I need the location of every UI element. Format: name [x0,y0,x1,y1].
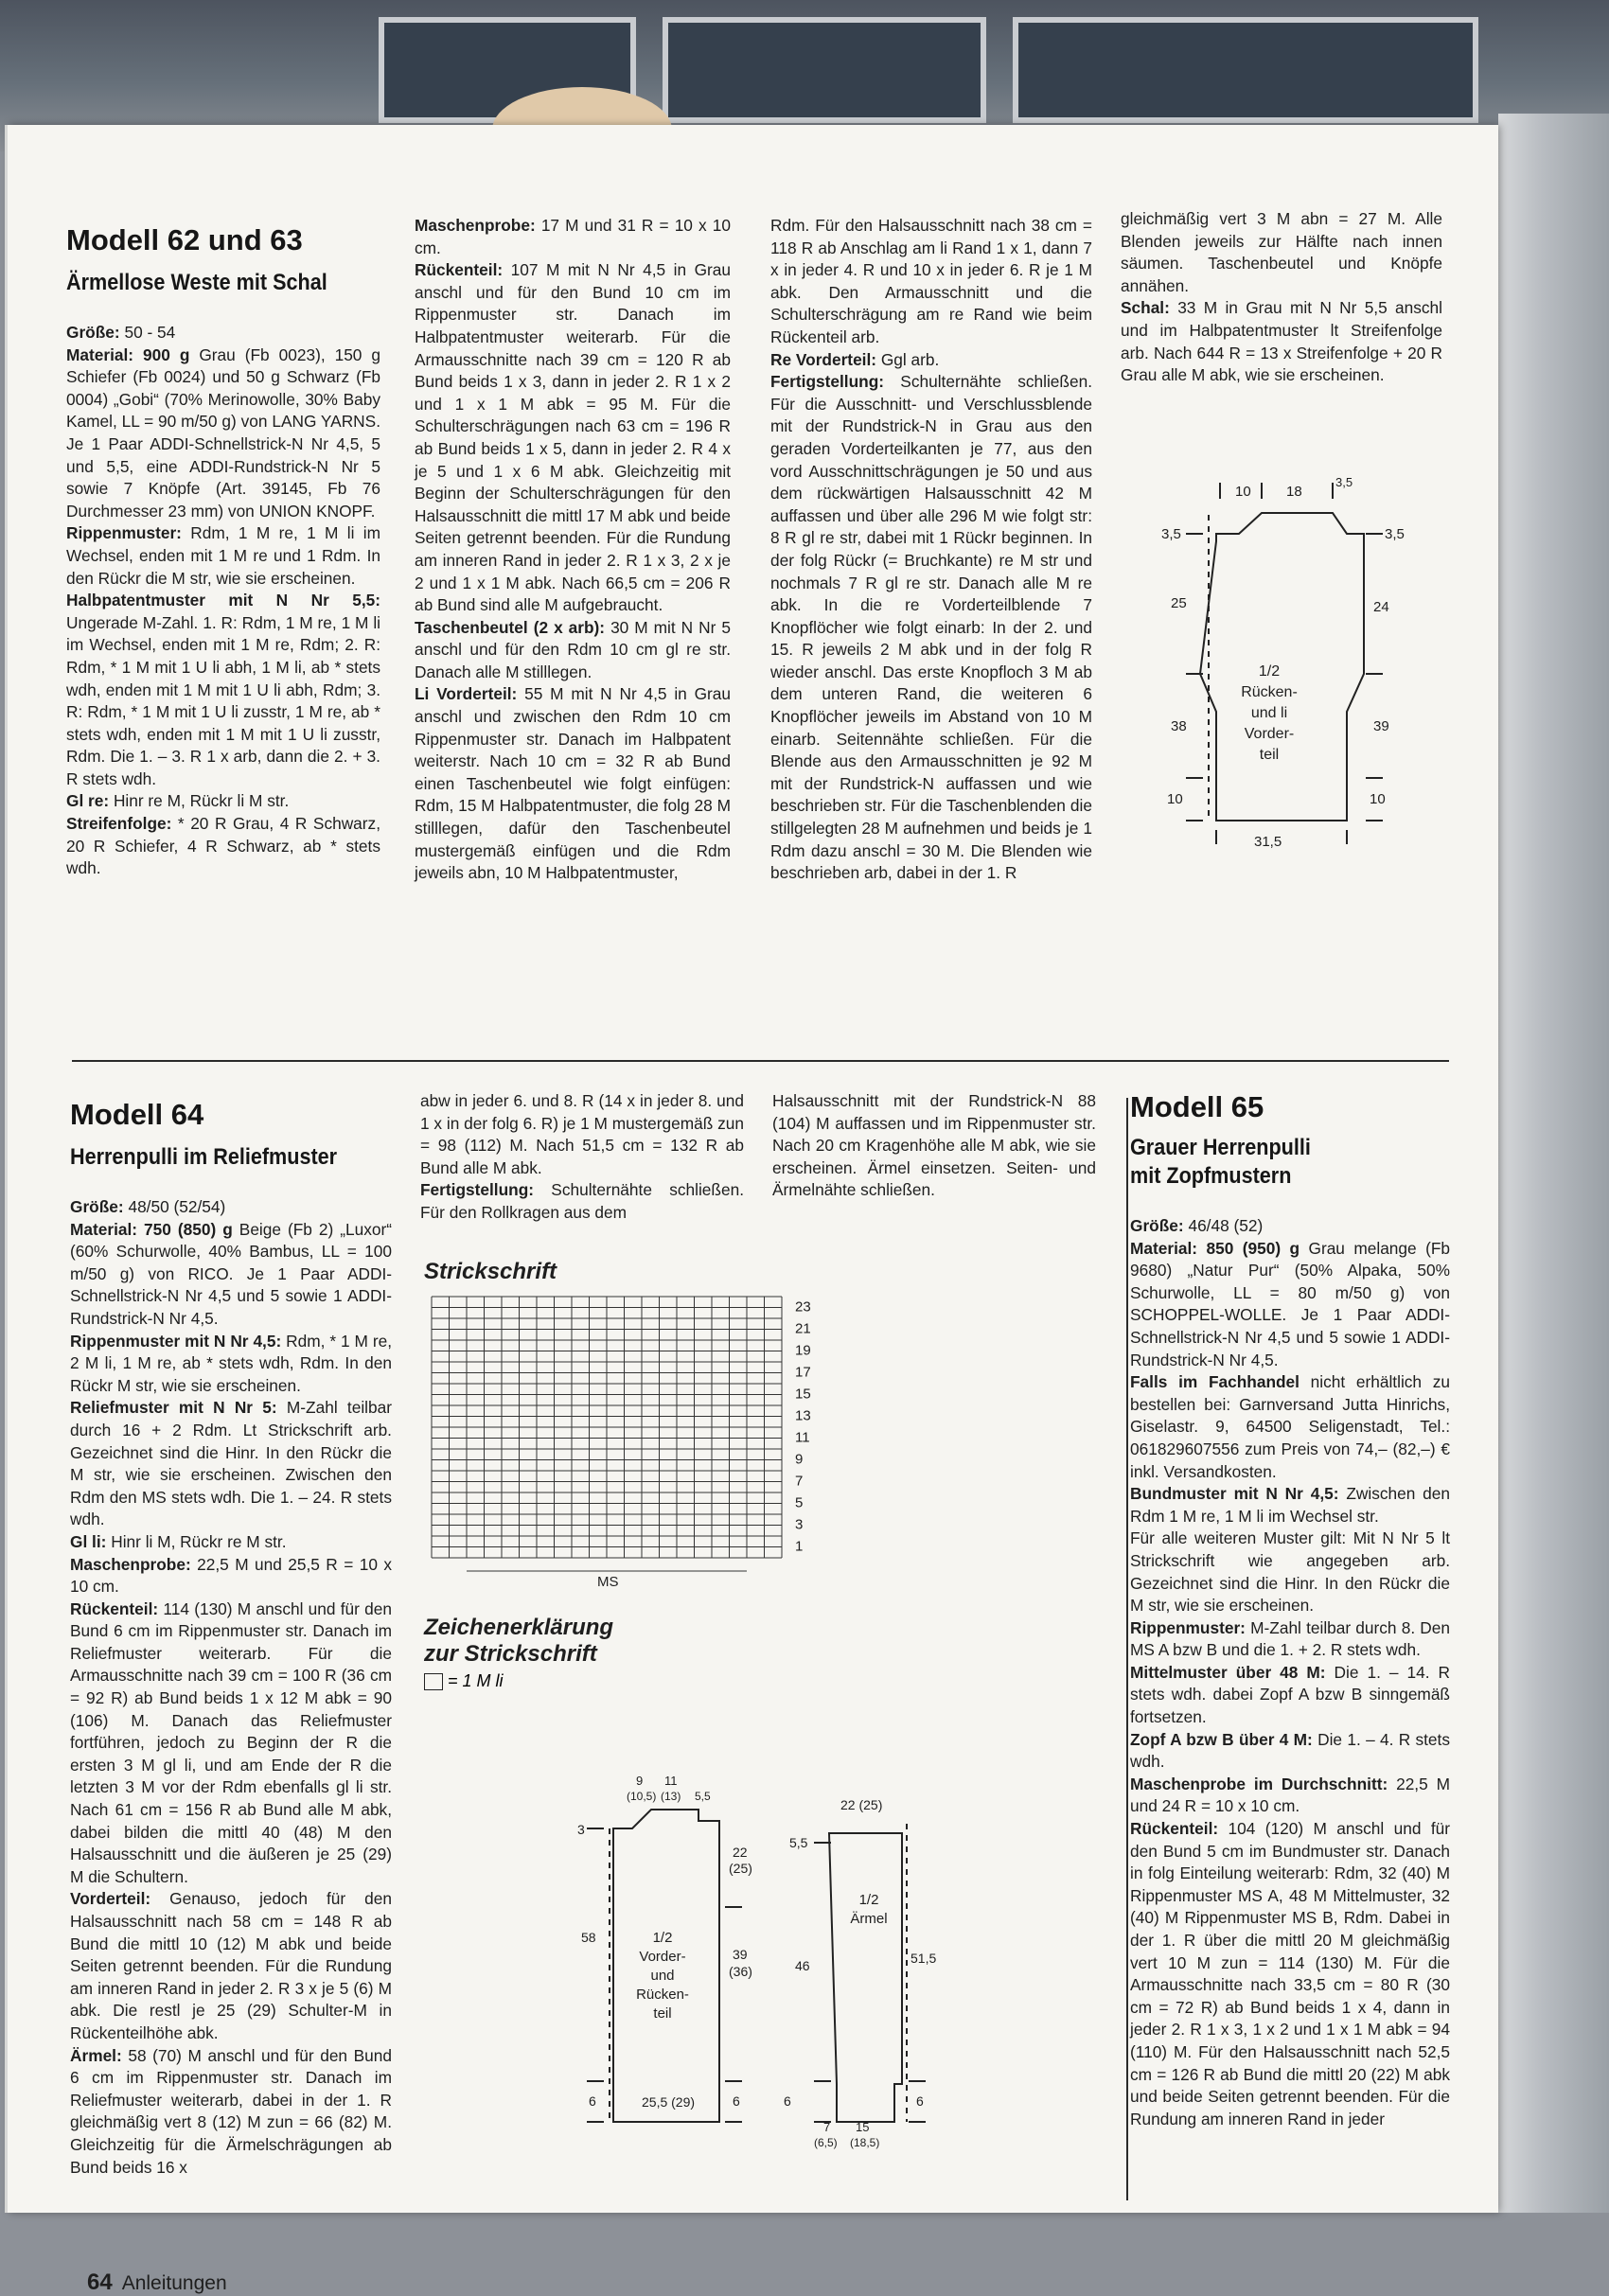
model62-title: Modell 62 und 63 [66,223,303,256]
model62-col4-paragraphs [1121,208,1442,387]
model62-col3-paragraphs [770,215,1092,885]
schematic-center-label: und li [1250,705,1288,721]
window-frame [1013,17,1478,123]
paragraph-heading: Taschenbeutel (2 x arb): [415,617,606,637]
paragraph [70,2045,392,2180]
column-rule [1126,1098,1128,2200]
paragraph-text: Rdm, 1 M re, 1 M li im Wechsel, enden mit 1 M re und 1 Rdm. In den Rückr die M str, wie sie erscheinen. [66,523,380,588]
paragraph [70,1331,392,1398]
paragraph-text: Die 1. – 4. R stets wdh. [1130,1729,1450,1772]
paragraph [1130,1729,1450,1774]
paragraph [1130,1215,1450,1238]
paragraph [66,522,380,590]
paragraph [1121,297,1442,386]
dim-label: 39 [733,1947,748,1962]
dim-label: 25,5 (29) [642,2094,696,2110]
dim-label: 6 [784,2093,791,2109]
paragraph-text: Die 1. – 14. R stets wdh. dabei Zopf A bzw B sinngemäß fortsetzen. [1130,1662,1451,1727]
dim-label: 10 [1167,791,1183,807]
paragraph [1121,208,1442,297]
dim-label: 5,5 [789,1835,808,1850]
paragraph-heading: Maschenprobe im Durchschnitt: [1130,1774,1388,1793]
schematic-center-label: Ärmel [850,1911,888,1927]
magazine-page [8,125,1498,2295]
paragraph-heading: Fertigstellung: [770,372,885,392]
model64-subtitle: Herrenpulli im Reliefmuster [70,1144,338,1170]
dim-label: 11 [664,1774,678,1788]
paragraph-heading: Material: 750 (850) g [70,1219,233,1239]
dim-label: 25 [1171,595,1187,611]
sleeve-outline [829,1833,902,2122]
paragraph-text: Hinr re M, Rückr li M str. [109,791,290,811]
model65-subtitle-1: Grauer Herrenpulli [1130,1135,1311,1160]
chart-row-label: 15 [795,1386,811,1403]
dim-label: (10,5) [627,1790,657,1803]
dim-label: 15 [856,2120,870,2134]
paragraph-text: 46/48 (52) [1183,1216,1264,1235]
model64-col3-paragraphs [772,1090,1096,1202]
dim-label: 5,5 [695,1790,711,1803]
schematic-center-label: Rücken- [636,1987,689,2003]
schematic-center-label: teil [653,2005,672,2022]
model64-col3 [772,1090,1096,1202]
paragraph [66,790,380,813]
dim-label: 3,5 [1161,526,1181,542]
paragraph-text: Genauso, jedoch für den Halsausschnitt nach 58 cm = 148 R ab Bund die mittl 10 (12) M abk und beide Seiten getrennt beenden. Für die Rundung am inneren Rand in jeder 2. R 3 x je 5 (6) M abk. Die restl je 25 (29) Schulter-M in Rückenteilhöhe abk. [70,1889,392,2042]
schematic-center-label: 1/2 [1258,663,1281,680]
model62-subtitle: Ärmellose Weste mit Schal [66,270,327,295]
dim-label: 46 [795,1958,810,1973]
paragraph-text: 33 M in Grau mit N Nr 5,5 anschl und im Halbpatentmuster lt Streifenfolge arb. Nach 644 R = 13 x Streifenfolge + 20 R Grau alle M abk, wie sie erscheinen. [1121,298,1442,385]
model65-paragraphs [1130,1215,1450,2130]
paragraph [1130,1483,1450,1528]
dim-label: (25) [729,1861,752,1876]
chart-row-label: 23 [795,1298,811,1316]
paragraph [70,1196,392,1219]
schematic-center-label: 1/2 [652,1930,673,1946]
dim-label: 22 [733,1845,748,1860]
dim-label: 10 [1370,791,1386,807]
paragraph-text: M-Zahl teilbar durch 8. Den MS A bzw B und die 1. + 2. R stets wdh. [1130,1617,1450,1660]
paragraph-heading: Reliefmuster mit N Nr 5: [70,1398,277,1418]
page-number: 64 [87,2270,113,2295]
paragraph-heading: Gl li: [70,1531,107,1551]
legend-subtitle: zur Strickschrift [424,1641,597,1667]
schematic-center-label: 1/2 [858,1892,879,1908]
vest-outline [1200,513,1364,821]
sweater-schematic [557,1772,954,2149]
paragraph [770,349,1092,372]
paragraph-heading: Mittelmuster über 48 M: [1130,1662,1326,1682]
chart-row-label: 13 [795,1407,811,1424]
dim-label: 39 [1373,718,1389,734]
paragraph [1130,1371,1450,1483]
paragraph [70,1219,392,1331]
paragraph-text: 114 (130) M anschl und für den Bund 6 cm im Rippenmuster str. Danach im Reliefmuster weiterarb. Für die Armausschnitte nach 39 cm = 100 R (36 cm = 92 R) ab Bund beids 1 x 12 M abk = 90 (106) M. Danach das Reliefmuster fortführen, jedoch zu Beginn der R die ersten 3 M gl li, und am Ende der R die letzten 3 M vor der Rdm ebenfalls gl li str. Nach 61 cm = 156 R ab Bund alle M abk, dabei bilden die mittl 40 (48) M den Halsausschnitt und die äußeren je 25 (29) M die Schultern. [70,1598,392,1886]
dim-label: 3,5 [1335,475,1353,489]
legend-item-label: = 1 M li [448,1671,504,1690]
dim-label: (18,5) [850,2136,880,2149]
model62-col4 [1121,208,1442,387]
schematic-center-label: teil [1259,747,1280,763]
page-edge [1498,114,1609,2213]
dim-label: (6,5) [814,2136,838,2149]
paragraph-heading: Li Vorderteil: [415,684,518,704]
paragraph [66,344,380,523]
dim-label: 58 [581,1930,596,1945]
chart-ms-label: MS [597,1574,619,1590]
schematic-center-label: Vorder- [639,1949,686,1965]
model65-subtitle-2: mit Zopfmustern [1130,1163,1292,1189]
section-divider [72,1060,1449,1062]
model65-title: Modell 65 [1130,1090,1264,1123]
paragraph [770,215,1092,349]
paragraph-text: Hinr li M, Rückr re M str. [106,1531,287,1551]
chart-row-label: 11 [795,1429,810,1446]
paragraph [1130,1617,1450,1662]
chart-row-label: 7 [795,1473,804,1490]
paragraph-heading: Zopf A bzw B über 4 M: [1130,1729,1313,1749]
chart-row-label: 19 [795,1342,811,1359]
paragraph-text: 48/50 (52/54) [123,1197,226,1216]
paragraph-text: 30 M mit N Nr 5 anschl und für den Rdm 10 cm gl re str. Danach alle M stilllegen. [415,617,731,681]
paragraph [772,1090,1096,1202]
paragraph-heading: Gl re: [66,791,110,811]
model64-col1-paragraphs [70,1196,392,2179]
legend-title: Zeichenerklärung [424,1615,614,1640]
chart-row-label: 9 [795,1451,804,1468]
paragraph-text: Beige (Fb 2) „Luxor“ (60% Schurwolle, 40% Bambus, LL = 100 m/50 g) von RICO. Je 1 Paar ADDI-Schnellstrick-N Nr 4,5 und 5 sowie 1 ADDI-Rundstrick-N Nr 4,5. [70,1219,393,1328]
paragraph-heading: Rippenmuster mit N Nr 4,5: [70,1331,282,1351]
paragraph-heading: Maschenprobe: [415,216,536,235]
paragraph [66,590,380,790]
dim-label: 31,5 [1254,834,1282,850]
dim-label: 6 [916,2093,924,2109]
paragraph [415,259,731,617]
paragraph [70,1397,392,1531]
paragraph [420,1090,744,1179]
model62-col3 [770,215,1092,885]
paragraph-heading: Material: 850 (950) g [1130,1238,1300,1258]
dim-label: 7 [823,2120,831,2134]
window-frame [663,17,986,123]
dim-label: (13) [661,1790,681,1803]
schematic-center-label: Vorder- [1244,726,1295,742]
legend-item [424,1671,504,1691]
paragraph-text: 58 (70) M anschl und für den Bund 6 cm im Rippenmuster str. Danach im Reliefmuster weiterarb, dabei in der 1. R gleichmäßig vert 8 (12) M zun = 66 (82) M. Gleichzeitig für die Ärmelschrägungen ab Bund beids 16 x [70,2045,392,2177]
paragraph [1130,1818,1450,2130]
paragraph-text: Grau melange (Fb 9680) „Natur Pur“ (50% Alpaka, 50% Schurwolle, LL = 80 m/50 g) von SCHOPPEL-WOLLE. Je 1 Paar ADDI-Schnellstrick-N Nr 4,5 und 5 sowie 1 ADDI-Rundstrick-N Nr 4,5. [1130,1238,1450,1369]
paragraph-heading: Maschenprobe: [70,1554,191,1574]
paragraph [66,322,380,344]
dim-label: 22 (25) [840,1797,883,1812]
paragraph [1130,1662,1450,1729]
paragraph-text: 50 - 54 [119,323,176,342]
paragraph-text: Schulternähte schließen. Für die Ausschnitt- und Verschlussblende mit der Rundstrick-N in Grau aus den geraden Vorderteilkanten je 77, aus den vord Ausschnittschrägungen je 50 und aus dem rückwärtigen Halsausschnitt 42 M auffassen und über alle 296 M wie folgt str: 8 R gl re str, dabei mit 1 Rückr beginnen. In der folg Rückr (= Bruchkante) re M str und nochmals 7 R gl re str. Danach alle M re abk. In die re Vorderteilblende 7 Knopflöcher wie folgt einarb: In der 2. und 15. R jeweils 2 M abk und in der folg R wieder anschl. Das erste Knopfloch 3 M ab dem unteren Rand, die weiteren 6 Knopflöcher jeweils im Abstand von 10 M einarb. Seitennähte schließen. Für die Blende aus den Armausschnitten je 92 M mit der Rundstrick-N auffassen und wie beschrieben str. Für die Taschenblenden die stillgelegten 28 M aufnehmen und beids je 1 Rdm dazu anschl = 30 M. Die Blenden wie beschrieben arb, dabei in der 1. R [770,372,1092,883]
dim-label: 6 [589,2093,596,2109]
dim-label: 38 [1171,718,1187,734]
paragraph [1130,1774,1450,1818]
chart-row-label: 21 [795,1320,811,1337]
chart-title: Strickschrift [424,1259,557,1284]
model62-col2-paragraphs [415,215,731,885]
paragraph-text: 107 M mit N Nr 4,5 in Grau anschl und für den Bund 10 cm im Rippenmuster str. Danach im Halbpatentmuster weiterarb. Für die Armausschnitte nach 39 cm = 120 R ab Bund beids 1 x 3, dann in jeder 2. R 1 x 2 und 1 x 1 M abk = 95 M. Für die Schulterschrägungen nach 63 cm = 196 R ab Bund beids 1 x 5, dann in jeder 2. R 4 x je 5 und 1 x 6 M abk. Gleichzeitig mit Beginn der Schulterschrägungen für den Halsausschnitt die mittl 17 M abk und beide Seiten getrennt beenden. Für die Rundung am inneren Rand in jeder 2. R 1 x 3, 2 x je 2 und 1 x 1 M abk. Nach 66,5 cm = 206 R ab Bund sind alle M aufgebraucht. [415,260,731,615]
chart-row-label: 5 [795,1494,804,1511]
paragraph-text: Für alle weiteren Muster gilt: Mit N Nr 5 lt Strickschrift wie angegeben arb. Gezeichnet sind die Hinr. In den Rückr die M str, wie sie erscheinen. [1130,1528,1450,1616]
schematic-center-label: Rücken- [1241,684,1298,700]
paragraph-heading: Größe: [1130,1216,1184,1235]
paragraph-text: 55 M mit N Nr 4,5 in Grau anschl und zwischen den Rdm 10 cm Rippenmuster str. Danach im Halbpatent weiterstr. Nach 10 cm = 32 R ab Bund einen Taschenbeutel wie folgt einfügen: Rdm, 15 M Halbpatentmuster, die folg 28 M stilllegen, dafür den Taschenbeutel mustergemäß einfügen und die Rdm jeweils abn, 10 M Halbpatentmuster, [415,684,731,883]
paragraph-heading: Falls im Fachhandel [1130,1372,1300,1392]
paragraph-heading: Vorderteil: [70,1889,151,1909]
model62-col2 [415,215,731,885]
paragraph [420,1179,744,1224]
paragraph-heading: Schal: [1121,298,1170,318]
dim-label: 18 [1286,484,1302,500]
paragraph-text: nicht erhältlich zu bestellen bei: Garnversand Jutta Hinrichs, Giselastr. 9, 64500 Seligenstadt, Tel.: 061829607556 zum Preis von 74,– (82,–) € inkl. Versandkosten. [1130,1372,1450,1481]
model64-col2-paragraphs [420,1090,744,1225]
paragraph-heading: Bundmuster mit N Nr 4,5: [1130,1484,1339,1504]
paragraph-text: Halsausschnitt mit der Rundstrick-N 88 (104) M auffassen und im Rippenmuster str. Nach 20 cm Kragenhöhe alle M abk, wie sie erscheinen. Ärmel einsetzen. Seiten- und Ärmelnähte schließen. [772,1091,1096,1200]
section-name: Anleitungen [121,2272,227,2294]
paragraph-text: Zwischen den Rdm 1 M re, 1 M li im Wechsel str. [1130,1484,1450,1526]
paragraph-text: 22,5 M und 24 R = 10 x 10 cm. [1130,1774,1450,1816]
model64-col1 [70,1098,392,2179]
dim-label: 24 [1373,599,1389,615]
dim-label: 10 [1235,484,1251,500]
paragraph [770,371,1092,885]
page-footer [87,2270,227,2296]
paragraph-text: abw in jeder 6. und 8. R (14 x in jeder 8. und 1 x in der folg 6. R) je 1 M mustergemäß zun = 98 (112) M. Nach 51,5 cm = 132 R ab Bund alle M abk. [420,1091,744,1177]
vest-schematic [1148,475,1423,854]
body-outline [613,1810,719,2122]
paragraph [1130,1528,1450,1616]
paragraph-text: Schulternähte schließen. Für den Rollkragen aus dem [420,1180,744,1222]
paragraph-heading: Material: 900 g [66,344,190,364]
chart-row-label: 3 [795,1516,804,1533]
paragraph-heading: Rippenmuster: [1130,1617,1246,1637]
dim-label: 3 [577,1822,585,1837]
paragraph-heading: Re Vorderteil: [770,349,877,369]
paragraph-heading: Größe: [66,323,120,342]
schematic-center-label: und [650,1968,675,1984]
paragraph [415,617,731,684]
paragraph [70,1888,392,2044]
paragraph [415,215,731,259]
paragraph-text: Ungerade M-Zahl. 1. R: Rdm, 1 M re, 1 M li im Wechsel, enden mit 1 M re, Rdm; 2. R: Rdm, * 1 M mit 1 U li abh, 1 M li, ab * stets wdh, enden mit 1 M mit 1 U li abh, Rdm; 3. R: Rdm, * 1 M mit 1 U li zusstr, 1 M re, ab * stets wdh, enden mit 1 M mit 1 U li zusstr, Rdm. Die 1. – 3. R 1 x arb, dann die 2. + 3. R stets wdh. [66,612,380,788]
paragraph [70,1598,392,1889]
model62-col1 [66,223,380,880]
model62-paragraphs [66,322,380,880]
paragraph-text: 22,5 M und 25,5 R = 10 x 10 cm. [70,1554,392,1597]
chart-row-label: 1 [795,1538,804,1555]
paragraph-heading: Streifenfolge: [66,814,172,834]
paragraph [1130,1238,1450,1372]
model64-col2 [420,1090,744,1225]
knitting-chart [424,1291,850,1613]
paragraph-text: gleichmäßig vert 3 M abn = 27 M. Alle Blenden jeweils zur Hälfte nach innen säumen. Taschenbeutel und Knöpfe annähen. [1121,209,1442,295]
paragraph-text: Rdm. Für den Halsausschnitt nach 38 cm = 118 R ab Anschlag am li Rand 1 x 1, dann 7 x in jeder 4. R und 10 x in jeder 6. R je 1 M abk. Den Armausschnitt und die Schulterschrägung am re Rand wie beim Rückenteil arb. [770,216,1092,346]
paragraph-heading: Fertigstellung: [420,1180,535,1200]
paragraph-text: Grau (Fb 0023), 150 g Schiefer (Fb 0024) und 50 g Schwarz (Fb 0004) „Gobi“ (70% Merinowolle, 30% Baby Kamel, LL = 90 m/50 g) von LANG YARNS. Je 1 Paar ADDI-Schnellstrick-N Nr 4,5, 5 und 5,5, eine ADDI-Rundstrick-N Nr 5 sowie 7 Knöpfe (Art. 39145, Fb 76 Durchmesser 23 mm) von UNION KNOPF. [66,344,380,521]
paragraph-heading: Rippenmuster: [66,523,182,543]
paragraph-heading: Rückenteil: [1130,1819,1219,1839]
paragraph-heading: Halbpatentmuster mit N Nr 5,5: [66,591,380,610]
paragraph [66,813,380,880]
purl-symbol-icon [424,1673,443,1690]
paragraph-text: 17 M und 31 R = 10 x 10 cm. [415,216,731,257]
paragraph [70,1531,392,1554]
dim-label: (36) [729,1964,752,1979]
dim-label: 9 [636,1774,644,1788]
paragraph-text: Ggl arb. [876,349,940,369]
paragraph-heading: Ärmel: [70,2045,122,2065]
dim-label: 51,5 [911,1951,937,1966]
model64-title: Modell 64 [70,1098,204,1131]
paragraph-text: Rdm, * 1 M re, 2 M li, 1 M re, ab * stets wdh, Rdm. In den Rückr M str, wie sie erscheinen. [70,1331,392,1395]
model65-col [1130,1090,1450,2130]
paragraph-text: * 20 R Grau, 4 R Schwarz, 20 R Schiefer, 4 R Schwarz, ab * stets wdh. [66,814,380,878]
paragraph-heading: Rückenteil: [70,1598,159,1618]
paragraph-text: 104 (120) M anschl und für den Bund 5 cm im Bundmuster str. Danach in folg Einteilung weiterarb: Rdm, 32 (40) M Rippenmuster MS A, 48 M Mittelmuster, 32 (40) M Rippenmuster MS B, Rdm. Dabei in der 1. R über die mittl 20 M gleichmäßig vert 10 M zun = 114 (130) M. Für die Armausschnitte nach 33,5 cm = 80 R (30 cm = 72 R) ab Bund beids 1 x 4, dann in jeder 2. R 1 x 3, 1 x 2 und 1 x 1 M abk = 94 (110) M. Für den Halsausschnitt nach 52,5 cm = 126 R ab Bund die mittl 20 (22) M abk und beide Seiten getrennt beenden. Für die Rundung am inneren Rand in jeder [1130,1819,1450,2128]
dim-label: 3,5 [1385,526,1405,542]
dim-label: 6 [733,2093,740,2109]
paragraph [415,683,731,884]
paragraph [70,1554,392,1598]
paragraph-heading: Größe: [70,1197,124,1216]
chart-row-label: 17 [795,1364,811,1381]
paragraph-text: M-Zahl teilbar durch 16 + 2 Rdm. Lt Strickschrift arb. Gezeichnet sind die Hinr. In den Rückr die M str, wie sie erscheinen. Zwischen den Rdm den MS stets wdh. Die 1. – 24. R stets wdh. [70,1398,392,1529]
paragraph-heading: Rückenteil: [415,260,504,280]
